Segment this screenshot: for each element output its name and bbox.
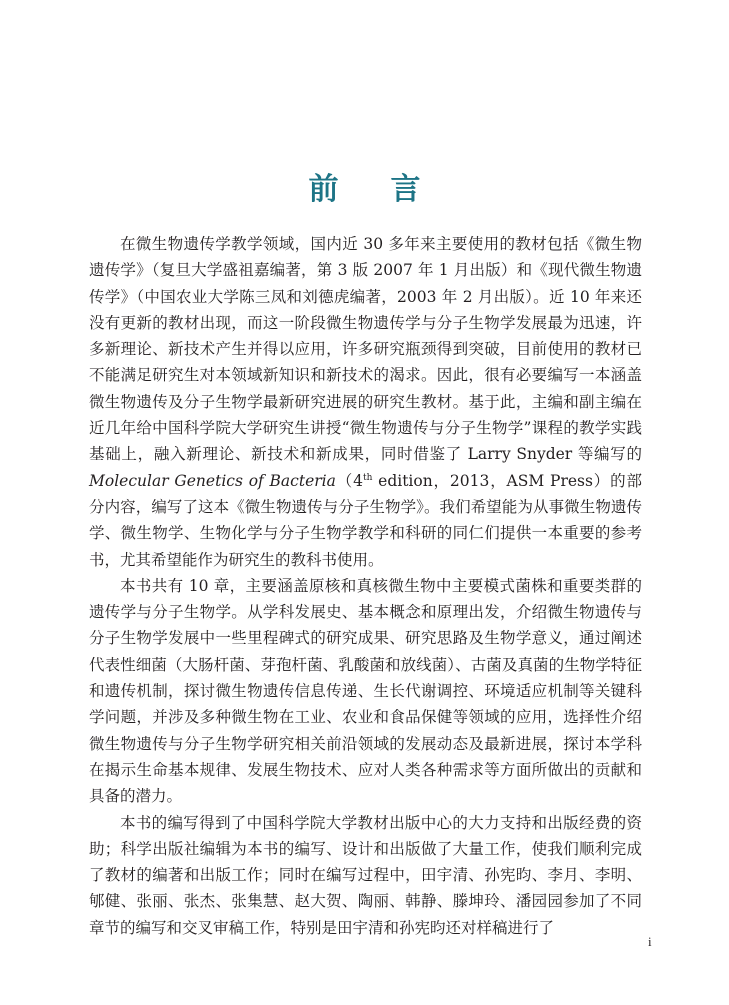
paragraph-1-text: 在微生物遗传学教学领域，国内近 30 多年来主要使用的教材包括《微生物遗传学》（复旦大学盛祖嘉编著，第 3 版 2007 年 1 月出版）和《现代微生物遗传学》（中国农业大学陈三凤和刘德虎编著，2003 年 2 月出版）。近 10 年来还没有更新的教材出现，而这一阶段微生物遗传学与分子生物学发展最为迅速，许多新理论、新技术产生并得以应用，许多研究瓶颈得到突破，目前使用的教材已不能满足研究生对本领域新知识和新技术的渴求。因此，很有必要编写一本涵盖微生物遗传及分子生物学最新研究进展的研究生教材。基于此，主编和副主编在近几年给中国科学院大学研究生讲授“微生物遗传与分子生物学”课程的教学实践基础上，融入新理论、新技术和新成果，同时借鉴了 Larry Snyder 等编写的 — [89, 235, 642, 464]
title-char-1: 前 — [308, 172, 339, 207]
paragraph-3: 本书的编写得到了中国科学院大学教材出版中心的大力支持和出版经费的资助；科学出版社编辑为本书的编写、设计和出版做了大量工作，使我们顺利完成了教材的编著和出版工作；同时在编写过程中，田宇清、孙宪昀、李月、李明、郇健、张丽、张杰、张集慧、赵大贺、陶丽、韩静、滕坤玲、潘园园参加了不同章节的编写和交叉审稿工作，特别是田宇清和孙宪昀还对样稿进行了 — [89, 813, 642, 937]
page-title — [0, 170, 729, 210]
book-title-italic: Molecular Genetics of Bacteria — [89, 471, 336, 490]
edition-open: （4 — [335, 471, 363, 490]
page-number: i — [648, 934, 652, 949]
edition-superscript: th — [362, 472, 373, 483]
edition-rest: edition，2013，ASM Press）的部分内容，编写了这本《微生物遗传与分子生物学》。我们希望能为从事微生物遗传学、微生物学、生物化学与分子生物学教学和科研的同仁们提供一本重要的参考书，尤其希望能作为研究生的教科书使用。 — [89, 471, 642, 569]
paragraph-2: 本书共有 10 章，主要涵盖原核和真核微生物中主要模式菌株和重要类群的遗传学与分子生物学。从学科发展史、基本概念和原理出发，介绍微生物遗传与分子生物学发展中一些里程碑式的研究成果、研究思路及生物学意义，通过阐述代表性细菌（大肠杆菌、芽孢杆菌、乳酸菌和放线菌）、古菌及真菌的生物学特征和遗传机制，探讨微生物遗传信息传递、生长代谢调控、环境适应机制等关键科学问题，并涉及多种微生物在工业、农业和食品保健等领域的应用，选择性介绍微生物遗传与分子生物学研究相关前沿领域的发展动态及最新进展，探讨本学科在揭示生命基本规律、发展生物技术、应对人类各种需求等方面所做出的贡献和具备的潜力。 — [89, 576, 642, 806]
paragraph-1 — [89, 231, 642, 573]
preface-body — [89, 231, 642, 941]
title-char-2: 言 — [390, 172, 421, 207]
